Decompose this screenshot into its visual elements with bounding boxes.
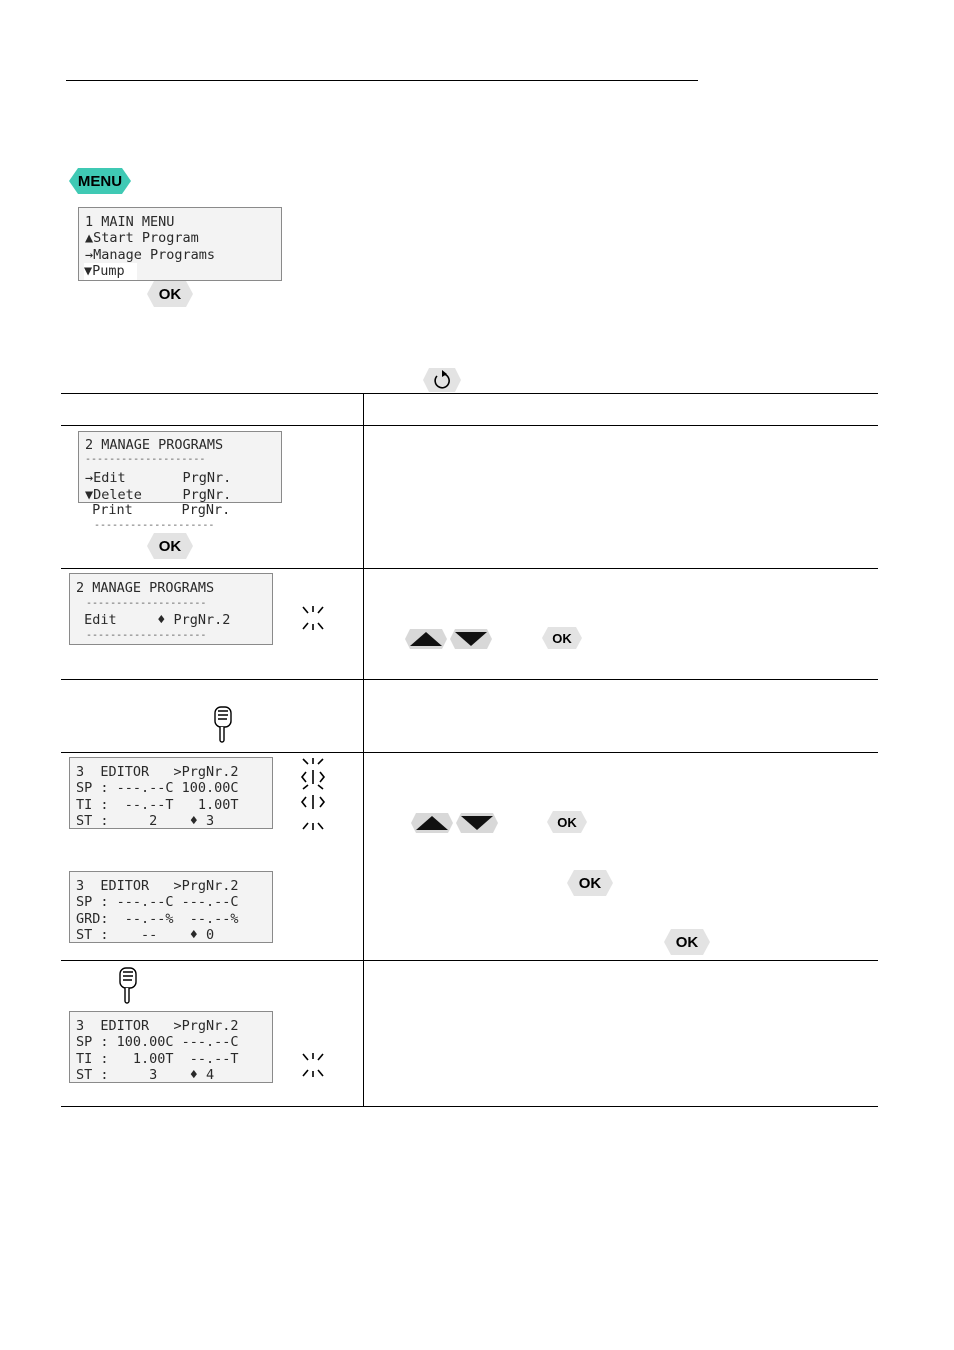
- pointing-hand-icon: [211, 704, 235, 744]
- down-button[interactable]: [449, 628, 493, 650]
- lcd-line: 3 EDITOR >PrgNr.2: [76, 764, 239, 780]
- lcd-line: SP : ---.--C ---.--C: [76, 894, 239, 910]
- pointing-hand-icon: [116, 965, 140, 1005]
- lcd-line: ST : -- ♦ 0: [76, 927, 215, 943]
- ok-button[interactable]: [541, 626, 583, 650]
- table-rule: [61, 960, 878, 961]
- blink-icon: [300, 757, 326, 831]
- lcd-line: 2 MANAGE PROGRAMS: [85, 437, 224, 453]
- ok-button-label: OK: [675, 933, 699, 951]
- lcd-line: --------------------: [94, 520, 215, 531]
- ok-button[interactable]: [566, 869, 614, 897]
- down-button[interactable]: [455, 812, 499, 834]
- back-button[interactable]: [422, 367, 462, 393]
- blink-icon: [300, 1052, 326, 1078]
- ok-button-label: OK: [578, 874, 602, 892]
- lcd-line: --------------------: [85, 454, 206, 465]
- ok-button-label: OK: [158, 537, 182, 555]
- ok-button[interactable]: [146, 280, 194, 308]
- lcd-line: Edit ♦ PrgNr.2: [76, 612, 231, 628]
- lcd-line: 3 EDITOR >PrgNr.2: [76, 1018, 239, 1034]
- lcd-line: TI : --.--T 1.00T: [76, 797, 239, 813]
- lcd-line: ▲Start Program: [85, 230, 199, 246]
- table-rule: [61, 568, 878, 569]
- up-arrow-icon: [404, 628, 448, 650]
- down-arrow-icon: [449, 628, 493, 650]
- lcd-line: SP : 100.00C ---.--C: [76, 1034, 239, 1050]
- lcd-line: SP : ---.--C 100.00C: [76, 780, 239, 796]
- lcd-line: --------------------: [86, 630, 207, 641]
- lcd-line: --------------------: [86, 598, 207, 609]
- header-rule: [66, 80, 698, 81]
- ok-button-label: OK: [158, 285, 182, 303]
- lcd-line: ST : 3 ♦ 4: [76, 1067, 215, 1083]
- lcd-line: TI : 1.00T --.--T: [76, 1051, 239, 1067]
- editor-display: [69, 757, 273, 829]
- manage-programs-display: [78, 431, 282, 503]
- manage-edit-display: [69, 573, 273, 645]
- lcd-line: ▼Delete PrgNr.: [85, 487, 232, 503]
- up-button[interactable]: [404, 628, 448, 650]
- lcd-line: 1 MAIN MENU: [85, 214, 175, 230]
- lcd-line: →Edit PrgNr.: [85, 470, 232, 486]
- lcd-line: 2 MANAGE PROGRAMS: [76, 580, 215, 596]
- ok-button[interactable]: [663, 928, 711, 956]
- editor-display: [69, 871, 273, 943]
- table-rule: [61, 393, 878, 394]
- down-arrow-icon: [455, 812, 499, 834]
- ok-button[interactable]: [146, 532, 194, 560]
- menu-button-label: MENU: [77, 172, 123, 190]
- lcd-line: ▼Pump: [84, 263, 137, 280]
- menu-button[interactable]: [68, 167, 132, 195]
- table-rule: [61, 752, 878, 753]
- lcd-line: GRD: --.--% --.--%: [76, 911, 239, 927]
- table-column-divider: [363, 393, 364, 1107]
- table-rule: [61, 1106, 878, 1107]
- ok-button[interactable]: [546, 810, 588, 834]
- lcd-line: Print PrgNr.: [84, 502, 231, 518]
- ok-button-label: OK: [552, 630, 572, 646]
- editor-display: [69, 1011, 273, 1083]
- lcd-line: →Manage Programs: [85, 247, 216, 263]
- up-arrow-icon: [410, 812, 454, 834]
- back-arrow-icon: [422, 367, 462, 393]
- table-rule: [61, 679, 878, 680]
- table-rule: [61, 425, 878, 426]
- ok-button-label: OK: [557, 814, 577, 830]
- up-button[interactable]: [410, 812, 454, 834]
- blink-icon: [300, 605, 326, 631]
- lcd-line: 3 EDITOR >PrgNr.2: [76, 878, 239, 894]
- lcd-line: ST : 2 ♦ 3: [76, 813, 215, 829]
